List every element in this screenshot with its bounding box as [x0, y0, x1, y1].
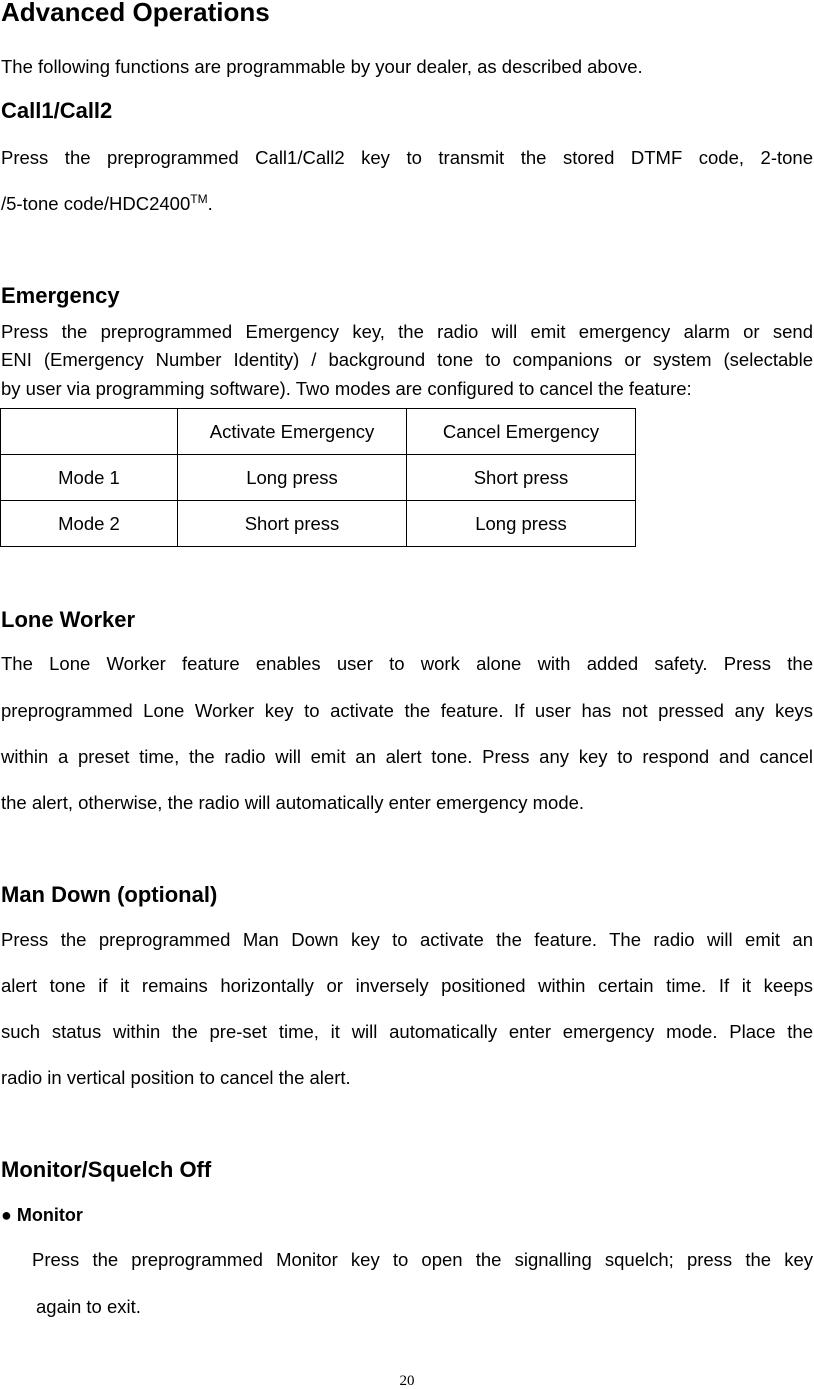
call-line-2-end: . [207, 193, 213, 214]
emergency-heading: Emergency [1, 283, 120, 308]
monitor-line-2: again to exit. [36, 1296, 141, 1317]
emergency-line-2: ENI (Emergency Number Identity) / background tone to companions or system (selectable [1, 349, 813, 370]
table-cell: Short press [178, 501, 407, 547]
man-down-line-1: Press the preprogrammed Man Down key to activate the feature. The radio will emit an [1, 929, 813, 950]
call-line-2-text: /5-tone code/HDC2400 [1, 193, 191, 214]
man-down-heading: Man Down (optional) [1, 882, 218, 907]
table-header-cell: Cancel Emergency [407, 409, 636, 455]
call-heading: Call1/Call2 [1, 98, 113, 123]
lone-worker-line-1: The Lone Worker feature enables user to work alone with added safety. Press the [1, 653, 813, 674]
lone-worker-line-2: preprogrammed Lone Worker key to activate the feature. If user has not pressed any keys [1, 700, 813, 721]
monitor-bullet: ● Monitor [1, 1205, 83, 1225]
table-header-cell [1, 409, 178, 455]
intro-text: The following functions are programmable by your dealer, as described above. [1, 56, 643, 77]
table-cell: Mode 2 [1, 501, 178, 547]
monitor-line-1: Press the preprogrammed Monitor key to open the signalling squelch; press the key [32, 1249, 813, 1270]
man-down-line-3: such status within the pre-set time, it will automatically enter emergency mode. Place the [1, 1021, 813, 1042]
lone-worker-heading: Lone Worker [1, 607, 136, 632]
call-line-1: Press the preprogrammed Call1/Call2 key to transmit the stored DTMF code, 2-tone [1, 147, 813, 168]
emergency-line-1: Press the preprogrammed Emergency key, the radio will emit emergency alarm or send [1, 321, 813, 342]
emergency-line-3: by user via programming software). Two modes are configured to cancel the feature: [1, 378, 692, 399]
page-title: Advanced Operations [1, 0, 270, 27]
emergency-mode-table [0, 408, 636, 547]
table-header-cell: Activate Emergency [178, 409, 407, 455]
call-line-2 [1, 193, 813, 214]
trademark-mark: TM [190, 192, 208, 206]
table-row [1, 455, 636, 501]
table-header-row [1, 409, 636, 455]
man-down-line-2: alert tone if it remains horizontally or inversely positioned within certain time. If it keeps [1, 975, 813, 996]
page-number: 20 [399, 1373, 415, 1389]
table-cell: Mode 1 [1, 455, 178, 501]
lone-worker-line-4: the alert, otherwise, the radio will automatically enter emergency mode. [1, 792, 585, 813]
table-cell: Short press [407, 455, 636, 501]
table-cell: Long press [407, 501, 636, 547]
table-row [1, 501, 636, 547]
lone-worker-line-3: within a preset time, the radio will emit an alert tone. Press any key to respond and cancel [1, 746, 813, 767]
table-cell: Long press [178, 455, 407, 501]
monitor-heading: Monitor/Squelch Off [1, 1157, 212, 1182]
man-down-line-4: radio in vertical position to cancel the alert. [1, 1067, 351, 1088]
